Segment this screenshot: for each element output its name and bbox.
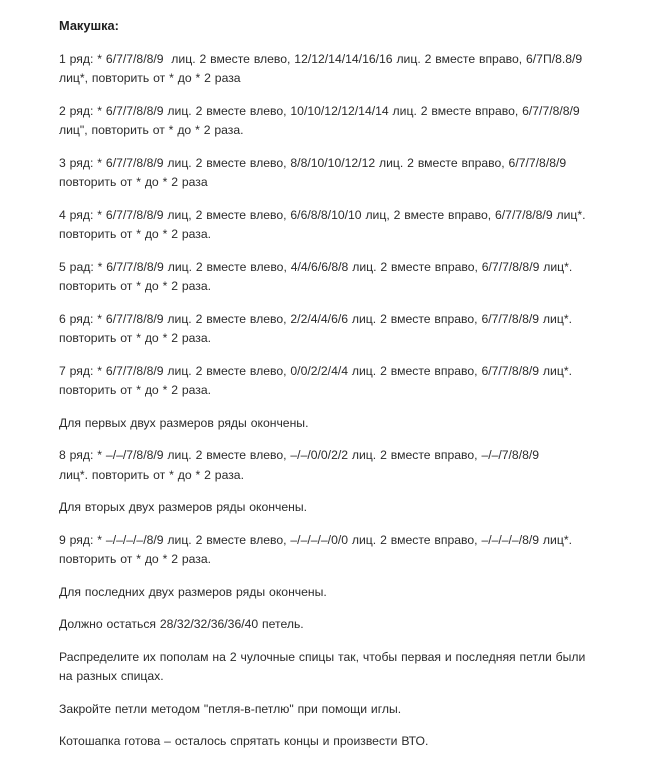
instruction-paragraph	[59, 732, 619, 752]
instruction-paragraph	[59, 414, 619, 434]
instruction-paragraph	[59, 531, 619, 570]
instruction-paragraph	[59, 615, 619, 635]
paragraph-line: Должно остаться 28/32/32/36/36/40 петель.	[59, 617, 304, 631]
paragraph-line: 7 ряд: * 6/7/7/8/8/9 лиц. 2 вместе влево, 0/0/2/2/4/4 лиц. 2 вместе вправо, 6/7/7/8/8/9 лиц*.	[59, 363, 572, 378]
paragraph-line: 9 ряд: * –/–/–/–/8/9 лиц. 2 вместе влево, –/–/–/–/0/0 лиц. 2 вместе вправо, –/–/–/–/8/9 лиц*.	[59, 532, 572, 547]
paragraph-line: повторить от * до * 2 раза.	[59, 331, 212, 345]
paragraph-line: 6 ряд: * 6/7/7/8/8/9 лиц. 2 вместе влево, 2/2/4/4/6/6 лиц. 2 вместе вправо, 6/7/7/8/8/9 лиц*.	[59, 311, 572, 326]
instructions-list	[59, 50, 619, 752]
paragraph-line: Закройте петли методом "петля-в-петлю" при помощи иглы.	[59, 701, 402, 716]
paragraph-line: Для вторых двух размеров ряды окончены.	[59, 500, 308, 514]
paragraph-line: повторить от * до * 2 раза.	[59, 552, 212, 566]
instruction-paragraph	[59, 700, 619, 720]
paragraph-line: повторить от * до * 2 раза.	[59, 383, 212, 397]
paragraph-line: 4 ряд: * 6/7/7/8/8/9 лиц, 2 вместе влево, 6/6/8/8/10/10 лиц, 2 вместе вправо, 6/7/7/8/8/9 лиц*.	[59, 207, 586, 222]
paragraph-line: лиц*, повторить от * до * 2 раза	[59, 71, 241, 85]
section-heading: Макушка:	[59, 18, 119, 33]
paragraph-line: лиц", повторить от * до * 2 раза.	[59, 123, 244, 137]
paragraph-line: 2 ряд: * 6/7/7/8/8/9 лиц. 2 вместе влево, 10/10/12/12/14/14 лиц. 2 вместе вправо, 6/7/7/8/8/9	[59, 103, 580, 118]
instruction-paragraph	[59, 50, 619, 89]
instruction-paragraph	[59, 498, 619, 518]
instruction-paragraph	[59, 258, 619, 297]
paragraph-line: 3 ряд: * 6/7/7/8/8/9 лиц. 2 вместе влево, 8/8/10/10/12/12 лиц. 2 вместе вправо, 6/7/7/8/8/9	[59, 155, 567, 170]
instruction-paragraph	[59, 310, 619, 349]
paragraph-line: повторить от * до * 2 раза.	[59, 227, 212, 241]
paragraph-line: Для первых двух размеров ряды окончены.	[59, 415, 309, 430]
paragraph-line: 1 ряд: * 6/7/7/8/8/9 лиц. 2 вместе влево, 12/12/14/14/16/16 лиц. 2 вместе вправо, 6/7П/8.8/9	[59, 51, 583, 66]
paragraph-line: на разных спицах.	[59, 669, 164, 683]
instruction-paragraph	[59, 446, 619, 485]
instruction-paragraph	[59, 154, 619, 193]
instruction-paragraph	[59, 362, 619, 401]
paragraph-line: Для последних двух размеров ряды окончены.	[59, 584, 327, 599]
paragraph-line: повторить от * до * 2 раза	[59, 175, 208, 189]
paragraph-line: 5 рад: * 6/7/7/8/8/9 лиц. 2 вместе влево, 4/4/6/6/8/8 лиц. 2 вместе вправо, 6/7/7/8/8/9 лиц*.	[59, 259, 573, 274]
paragraph-line: лиц*. повторить от * до * 2 раза.	[59, 467, 244, 482]
instruction-paragraph	[59, 102, 619, 141]
paragraph-line: повторить от * до * 2 раза.	[59, 279, 212, 293]
paragraph-line: Котошапка готова – осталось спрятать концы и произвести ВТО.	[59, 734, 429, 748]
instruction-paragraph	[59, 648, 619, 687]
paragraph-line: Распределите их пополам на 2 чулочные спицы так, чтобы первая и последняя петли были	[59, 649, 586, 664]
paragraph-line: 8 ряд: * –/–/7/8/8/9 лиц. 2 вместе влево, –/–/0/0/2/2 лиц. 2 вместе вправо, –/–/7/8/8/9	[59, 448, 540, 462]
instruction-paragraph	[59, 206, 619, 245]
document-body	[59, 16, 619, 765]
instruction-paragraph	[59, 583, 619, 603]
